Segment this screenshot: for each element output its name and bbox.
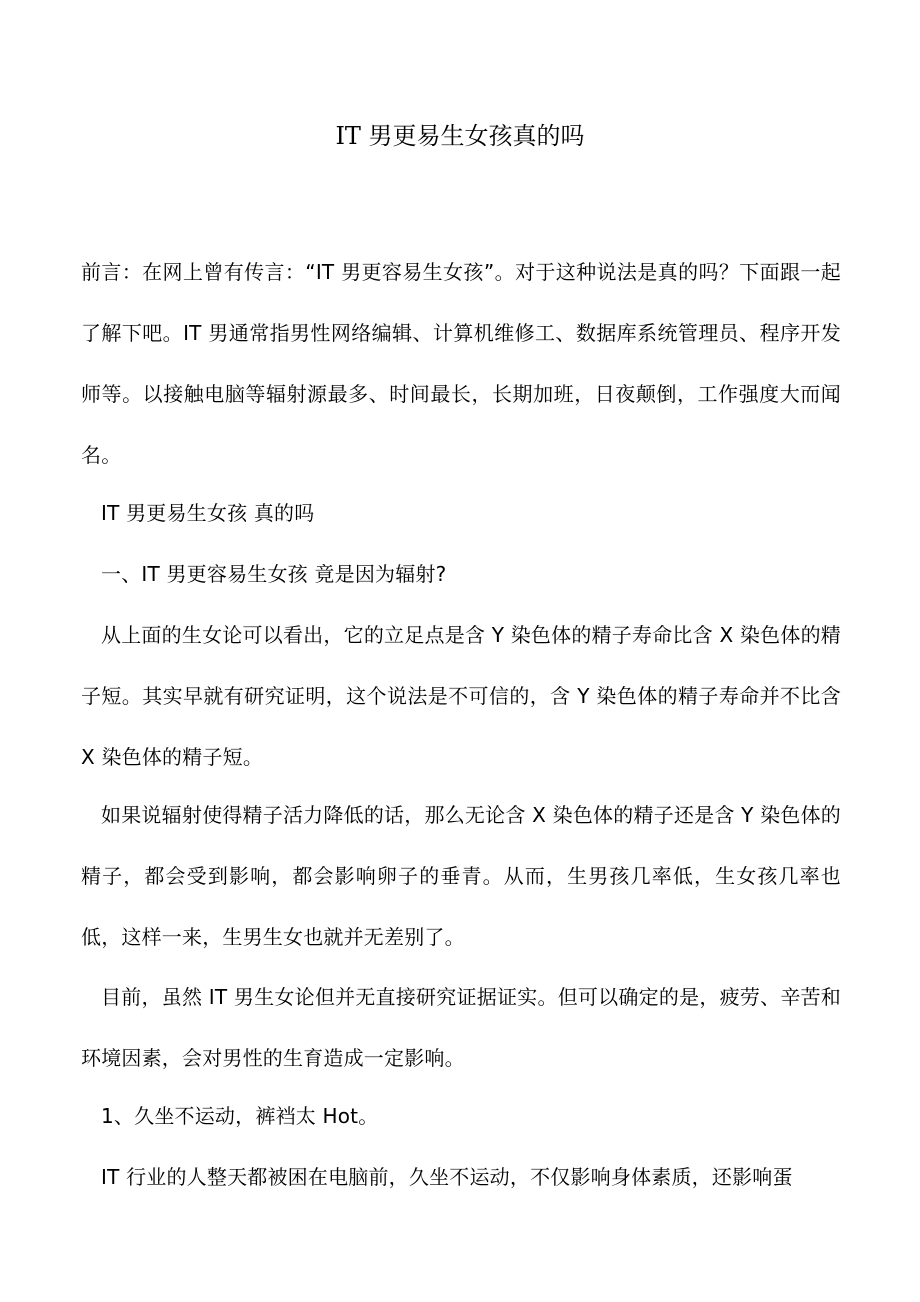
paragraph-body-1: 从上面的生女论可以看出，它的立足点是含 Y 染色体的精子寿命比含 X 染色体的精子短。其实早就有研究证明，这个说法是不可信的，含 Y 染色体的精子寿命并不比含 X 染色体的精子短。 — [81, 623, 841, 769]
paragraph-section-heading: 一、IT 男更容易生女孩 竟是因为辐射? — [101, 562, 447, 586]
paragraph-list-item: 1、久坐不运动，裤裆太 Hot。 — [101, 1104, 379, 1128]
paragraph-body-3: 目前，虽然 IT 男生女论但并无直接研究证据证实。但可以确定的是，疲劳、辛苦和环境因素，会对男性的生育造成一定影响。 — [81, 985, 841, 1070]
paragraph-intro: 前言：在网上曾有传言：“IT 男更容易生女孩”。对于这种说法是真的吗？下面跟一起了解下吧。IT 男通常指男性网络编辑、计算机维修工、数据库系统管理员、程序开发师等。以接触电脑等辐射源最多、时间最长，长期加班，日夜颠倒，工作强度大而闻名。 — [81, 260, 841, 467]
paragraph-body-4: IT 行业的人整天都被困在电脑前，久坐不运动，不仅影响身体素质，还影响蛋 — [101, 1165, 793, 1189]
paragraph-body-2: 如果说辐射使得精子活力降低的话，那么无论含 X 染色体的精子还是含 Y 染色体的精子，都会受到影响，都会影响卵子的垂青。从而，生男孩几率低，生女孩几率也低，这样一来，生男生女也就并无差别了。 — [81, 803, 841, 949]
page-title: IT 男更易生女孩真的吗 — [335, 122, 585, 150]
paragraph-subtitle: IT 男更易生女孩 真的吗 — [101, 501, 315, 525]
